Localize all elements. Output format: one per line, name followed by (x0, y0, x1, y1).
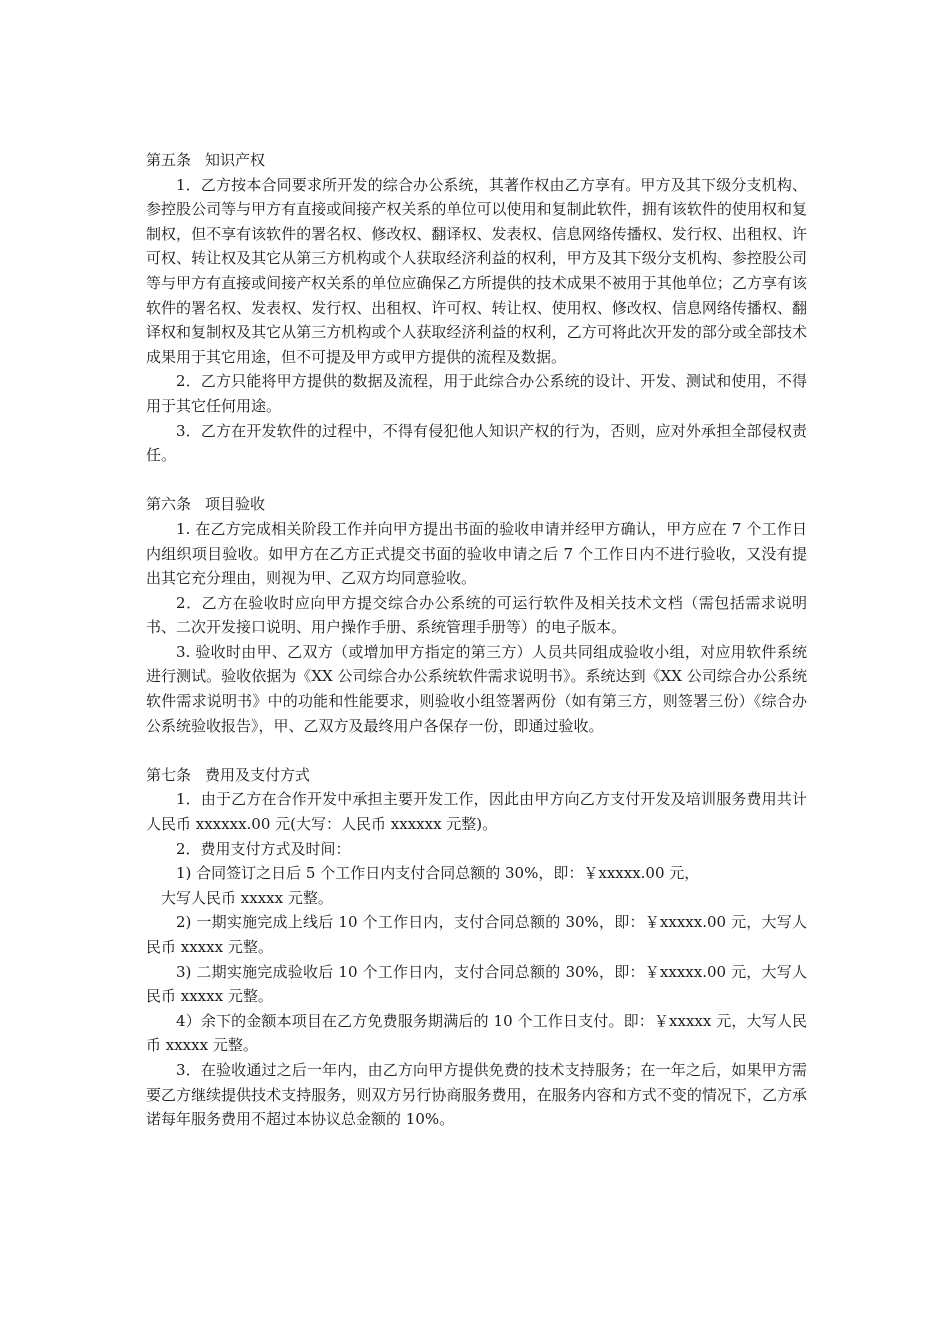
article-number: 第六条 (146, 495, 192, 514)
article-heading (146, 148, 807, 173)
article-title: 费用及支付方式 (205, 765, 311, 784)
payment-item-continued: 大写人民币 xxxxx 元整。 (161, 888, 333, 907)
paragraph: 2．乙方在验收时应向甲方提交综合办公系统的可运行软件及相关技术文档（需包括需求说明书、二次开发接口说明、用户操作手册、系统管理手册等）的电子版本。 (146, 593, 807, 637)
article-6 (146, 492, 807, 738)
document-body (146, 148, 807, 1156)
paragraph: 1．由于乙方在合作开发中承担主要开发工作，因此由甲方向乙方支付开发及培训服务费用共计人民币 xxxxxx.00 元(大写：人民币 xxxxxx 元整)。 (146, 790, 807, 834)
paragraph: 1. 在乙方完成相关阶段工作并向甲方提出书面的验收申请并经甲方确认，甲方应在 7 个工作日内组织项目验收。如甲方在乙方正式提交书面的验收申请之后 7 个工作日内不进行验收，又没有提出其它充分理由，则视为甲、乙双方均同意验收。 (146, 519, 807, 588)
article-title: 知识产权 (205, 151, 266, 169)
article-number: 第七条 (146, 765, 192, 784)
article-5 (146, 148, 807, 468)
payment-item: 2) 一期实施完成上线后 10 个工作日内，支付合同总额的 30%，即：￥xxxxx.00 元，大写人民币 xxxxx 元整。 (146, 913, 807, 956)
payment-item: 3) 二期实施完成验收后 10 个工作日内，支付合同总额的 30%，即：￥xxxxx.00 元，大写人民币 xxxxx 元整。 (146, 962, 807, 1006)
article-heading (146, 763, 807, 788)
payment-item: 1) 合同签订之日后 5 个工作日内支付合同总额的 30%，即：￥xxxxx.00 元， (176, 864, 700, 883)
paragraph: 2．费用支付方式及时间： (176, 839, 351, 858)
payment-item: 4）余下的金额本项目在乙方免费服务期满后的 10 个工作日支付。即：￥xxxxx 元，大写人民币 xxxxx 元整。 (146, 1011, 807, 1055)
paragraph: 1．乙方按本合同要求所开发的综合办公系统，其著作权由乙方享有。甲方及其下级分支机构、参控股公司等与甲方有直接或间接产权关系的单位可以使用和复制此软件，拥有该软件的使用权和复制权，但不享有该软件的署名权、修改权、翻译权、发表权、信息网络传播权、发行权、出租权、许可权、转让权及其它从第三方机构或个人获取经济利益的权利，甲方及其下级分支机构、参控股公司等与甲方有直接或间接产权关系的单位应确保乙方所提供的技术成果不被用于其他单位；乙方享有该软件的署名权、发表权、发行权、出租权、许可权、转让权、使用权、修改权、信息网络传播权、翻译权和复制权及其它从第三方机构或个人获取经济利益的权利，乙方可将此次开发的部分或全部技术成果用于其它用途，但不可提及甲方或甲方提供的流程及数据。 (146, 175, 807, 366)
article-number: 第五条 (146, 151, 192, 169)
article-title: 项目验收 (205, 495, 266, 514)
article-heading (146, 492, 807, 517)
paragraph: 3. 验收时由甲、乙双方（或增加甲方指定的第三方）人员共同组成验收小组，对应用软件系统进行测试。验收依据为《XX 公司综合办公系统软件需求说明书》。系统达到《XX 公司综合办公系统软件需求说明书》中的功能和性能要求，则验收小组签署两份（如有第三方，则签署三份）《综合办公系统验收报告》，甲、乙双方及最终用户各保存一份，即通过验收。 (146, 642, 807, 735)
article-7 (146, 763, 807, 1132)
paragraph: 3．在验收通过之后一年内，由乙方向甲方提供免费的技术支持服务；在一年之后，如果甲方需要乙方继续提供技术支持服务，则双方另行协商服务费用，在服务内容和方式不变的情况下，乙方承诺每年服务费用不超过本协议总金额的 10%。 (146, 1060, 807, 1129)
paragraph: 2．乙方只能将甲方提供的数据及流程，用于此综合办公系统的设计、开发、测试和使用，不得用于其它任何用途。 (146, 372, 807, 415)
paragraph: 3．乙方在开发软件的过程中，不得有侵犯他人知识产权的行为，否则，应对外承担全部侵权责任。 (146, 421, 807, 465)
